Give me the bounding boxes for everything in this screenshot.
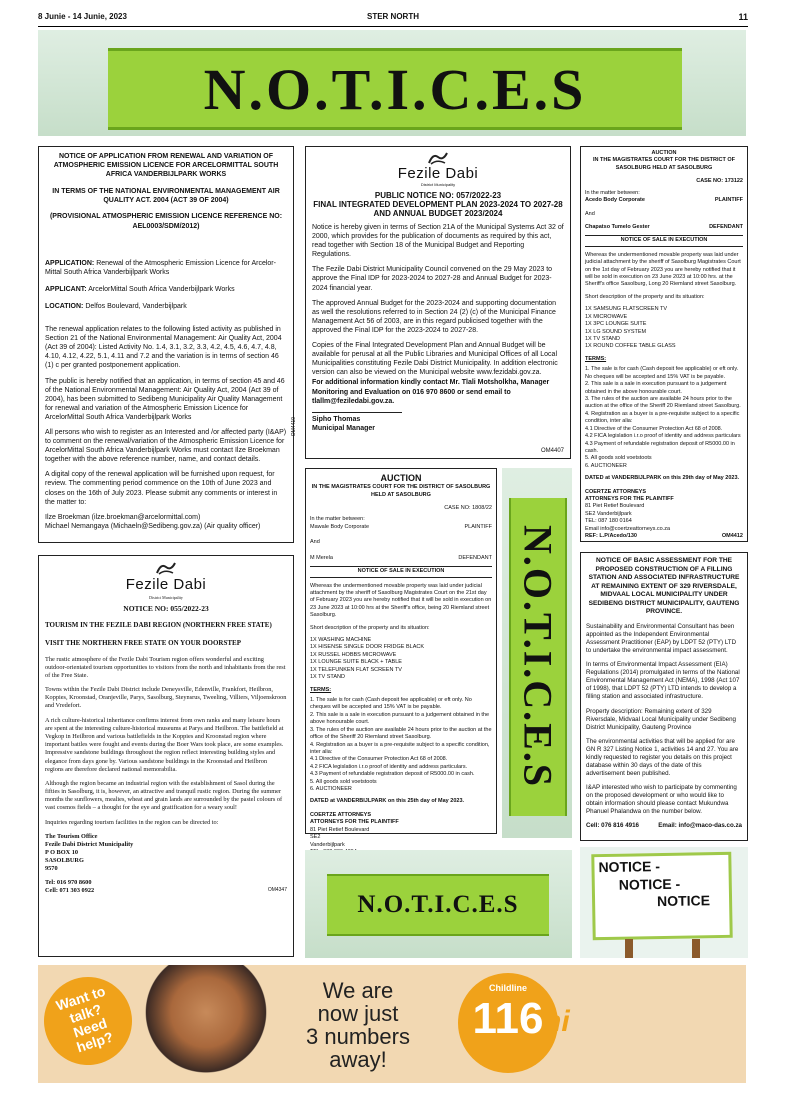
terms-list	[585, 366, 743, 470]
list-item: 4.1 Directive of the Consumer Protection Act 68 of 2008.	[310, 756, 448, 763]
logo-name: Fezile Dabi	[397, 165, 479, 182]
brand-name: Childline	[489, 983, 527, 993]
court-heading: IN THE MAGISTRATES COURT FOR THE DISTRICT OF SASOLBURG HELD AT SASOLBURG	[311, 484, 491, 498]
ad-code: OM4419	[291, 417, 297, 437]
banner-cloth	[509, 498, 567, 816]
list-item: 6. AUCTIONEER	[310, 786, 352, 793]
sign-line: NOTICE -	[618, 875, 681, 893]
dated-line: DATED at VANDERBIJLPARK on this 25th day of May 2023.	[310, 798, 465, 805]
address-line: The Tourism Office	[45, 832, 98, 840]
case-number: CASE NO: 1808/22	[444, 504, 492, 511]
municipality-logo-icon	[427, 151, 449, 165]
banner-text: N.O.T.I.C.E.S	[357, 891, 519, 918]
headline-line: We are	[322, 978, 394, 1003]
telephone-line: Tel: 016 970 8600	[45, 878, 92, 886]
sign-line: NOTICE	[656, 892, 711, 910]
notice-number: NOTICE NO: 055/2022-23	[123, 603, 209, 613]
item-list	[310, 637, 492, 682]
paragraph: A rich culture-historical inheritance confirms interest from own ranks and many leisure hours are spent at the interesting culture-historical museums at Parys and Heilbron. The battlefield at Vegkop in Heilbron and various battlefields in the Koppies and Kroonstad region where important battles were fought and events during the Boer Wars took place, are some examples. Impressive sandstone buildings throughout the region reflect interesting building styles and elegance from days gone by. Various sandstone buildings in the Kroonstad and Heilbron regions are therefore declared national memorabilia.	[45, 716, 284, 773]
list-item: 1. The sale is for cash (Cash deposit fee applicable) or eft only. No cheques will be accepted and 15% VAT is be payable.	[585, 366, 739, 380]
list-item: 4.3 Payment of refundable registration deposit of R5000.00 in cash.	[310, 771, 475, 778]
banner-cloth	[327, 874, 549, 936]
vertical-banner	[502, 468, 572, 838]
list-item: 4.2 FICA legislation i.r.o proof of identity and address particulars	[585, 433, 741, 440]
paragraph: The renewal application relates to the following listed activity as published in Section 21 of the National Environmental Management: Air Quality Act, 2004 (Act 39 of 2004): Listed Activity No. 1.4, 3.1, 3.2, 3.3, 4.2, 4.5, 4.6, 4.7, 4.8, 4.10, 4.12, 4.22, 5.1, 4.11 and 7.2 and the variation is in terms of section 46 (1) c per granted postponement application.	[45, 326, 282, 370]
paragraph: Although the region became an industrial region with the establishment of Sasol during the fifties in Sasolburg, it is, however, an attractive and tranquil rustic region. During the summer months the sunflowers, mealies, wheat and grain lands are surrounded by the pastel colours of vast cosmos fields – a thought for the eye and gratification for a weary soul!	[45, 779, 283, 812]
sign-post	[625, 939, 633, 958]
attorney-name: COERTZE ATTORNEYS	[585, 488, 647, 495]
list-item: 5. All goods sold voetstoots	[585, 455, 652, 462]
list-item: 1X HISENSE SINGLE DOOR FRIDGE BLACK	[310, 644, 425, 651]
top-banner	[38, 30, 746, 136]
hi-text: hi	[543, 1005, 570, 1038]
municipality-logo-icon	[155, 561, 177, 575]
list-item: 1X 3PC LOUNGE SUITE	[585, 321, 647, 328]
and-label: And	[585, 210, 595, 217]
matter-between: In the matter between:	[585, 189, 640, 196]
list-item: 1X TV STAND	[310, 674, 345, 681]
headline-line: now just	[317, 1001, 399, 1027]
sign-post	[692, 939, 700, 958]
address-line: 81 Piet Retief Boulevard	[310, 826, 370, 833]
item-list	[585, 306, 743, 351]
paragraph: Whereas the undermentioned movable property was laid under judicial attachment by the sheriff of Sasolburg Magistrates Court on the 21st day of February 2023 you are hereby notified that it will be sold in execution on 23 June 2023 at 10:00 hrs at the Sheriff's office, being 20 Riemland street Sasolburg.	[310, 582, 492, 619]
headline-line: 3 numbers away!	[306, 1024, 410, 1073]
list-item: 1X LOUNGE SUITE BLACK + TABLE	[310, 659, 402, 666]
list-item: 3. The rules of the auction are available 24 hours prior to the auction at the office of the Sheriff 20 Riemland street Sasolburg.	[310, 726, 492, 741]
list-item: 4. Registration as a buyer is a pre-requisite subject to a specific condition, inter alia:	[310, 741, 490, 755]
paragraph: Inquiries regarding tourism facilities in the region can be directed to:	[45, 818, 219, 826]
paragraph: The environmental activities that will be applied for are GN R 327 Listing Notice 1, activities 14 and 27. You are kindly requested to register you details on this project database within 30 days of the date of this advertisement been published.	[586, 737, 739, 777]
paragraph: Sustainability and Environmental Consultant has been appointed as the Independent Environmental Assessment Practitioner (EAP) by LDPT 52 (PTY) LTD to undertake the environmental impact assessment.	[586, 622, 737, 655]
case-number: CASE NO: 173122	[696, 178, 743, 185]
address-line: Vanderbijlpark	[310, 841, 345, 848]
list-item: 1. The sale is for cash (Cash deposit fee applicable) or eft only. No cheques will be accepted and 15% VAT is be payable.	[310, 697, 472, 711]
location-line: LOCATION: Delfos Boulevard, Vanderbijlpark	[45, 302, 187, 310]
banner-cloth	[108, 48, 682, 130]
and-label: And	[310, 539, 320, 546]
list-item: 1X TELEFUNKEN FLAT SCREEN TV	[310, 666, 402, 673]
paragraph: A digital copy of the renewal application will be furnished upon request, for review. The commenting period commence on the 10th of June 2023 and closes on the 16th of July 2023. Please submit any comments or interest in the matter to:	[45, 471, 278, 506]
contact-line: Michael Nemangaya (Michaeln@Sedibeng.gov.za) (Air quality officer)	[45, 522, 261, 530]
basic-assessment-notice	[580, 552, 748, 841]
paragraph: Property description: Remaining extent of 329 Riversdale, Midvaal Local Municipality under Sedibeng District Municipality, Gauteng Province	[586, 707, 736, 731]
list-item: 1X TV STAND	[585, 336, 620, 343]
logo-subtitle: District Municipality	[149, 594, 183, 600]
headline	[278, 979, 438, 1071]
fezile-dabi-logo	[312, 151, 564, 187]
notice-title: NOTICE OF APPLICATION FROM RENEWAL AND VARIATION OF ATMOSPHERIC EMISSION LICENCE FOR ARCELORMITTAL SOUTH AFRICA VANDERBIJLPARK WORKS	[53, 153, 279, 179]
logo-name: Fezile Dabi	[125, 576, 207, 593]
list-item: 3. The rules of the auction are available 24 hours prior to the auction at the office of the Sheriff 20 Riemland street Sasolburg.	[585, 395, 741, 410]
logo-subtitle: District Municipality	[420, 182, 456, 187]
reference-row: REF: L.P/Acedo/130 OM4412	[585, 533, 743, 540]
paper-name: STER NORTH	[367, 12, 419, 21]
paragraph: Copies of the Final Integrated Development Plan and Annual Budget will be available for perusal at all the Public Libraries and Municipal Offices of all Local Municipalities constituting Fezile Dabi District Municipality. In addition electronic version can also be viewed on the Municipal website www.fezidabi.gov.za.	[312, 342, 558, 377]
header-rule	[38, 26, 748, 27]
list-item: 1X SAMSUNG FLATSCREEN TV	[585, 306, 668, 313]
phone-line: TEL: 087 180 0164	[585, 518, 632, 525]
terms-heading: TERMS:	[585, 355, 607, 362]
list-item: 4. Registration as a buyer is a pre-requisite subject to a specific condition, inter alia:	[585, 410, 740, 425]
notice-heading: TOURISM IN THE FEZILE DABI REGION (NORTHERN FREE STATE)	[45, 621, 272, 630]
list-item: 4.2 FICA legislation i.r.o proof of identity and address particulars.	[310, 763, 468, 770]
signatory-name: Sipho Thomas	[312, 412, 402, 424]
list-item: 1X LG SOUND SYSTEM	[585, 328, 647, 335]
defendant-row: M Merela DEFENDANT	[310, 554, 492, 561]
address-line: SE2	[310, 834, 321, 841]
speech-bubble	[33, 966, 144, 1077]
arcelormittal-notice	[38, 146, 297, 543]
banner-text: N.O.T.I.C.E.S	[203, 56, 587, 122]
public-notice-number: PUBLIC NOTICE NO: 057/2022-23	[374, 191, 502, 200]
notice-reference: (PROVISIONAL ATMOSPHERIC EMISSION LICENCE REFERENCE NO: AEL0003/SDM/2012)	[49, 213, 283, 230]
ad-code: OM4407	[540, 448, 564, 454]
notice-subheading: VISIT THE NORTHERN FREE STATE ON YOUR DOORSTEP	[45, 638, 241, 647]
email-line: Email info@coertzeattorneys.co.za	[585, 525, 671, 532]
sign-line: NOTICE -	[598, 858, 661, 876]
defendant-row: Chapatso Tumelo Gester DEFENDANT	[585, 223, 743, 230]
signatory-title: Municipal Manager	[312, 424, 376, 432]
auction-notice-acedo	[580, 146, 748, 542]
list-item: 5. All goods sold voetstoots	[310, 778, 377, 785]
notice-title: NOTICE OF BASIC ASSESSMENT FOR THE PROPOSED CONSTRUCTION OF A FILLING STATION AND ASSOCIATED INFRASTRUCTURE AT REMAINING EXTENT OF 329 RIVERSDALE, MIDVAAL LOCAL MUNICIPALITY UNDER SEDIBENG DISTRICT MUNICIPALITY, GAUTENG PROVINCE.	[588, 557, 740, 616]
contact-paragraph: For additional information kindly contact Mr. Tlali Motsholkha, Manager Monitoring and Evaluation on 016 970 8600 or send email to tlallm@feziledabi.gov.za.	[312, 379, 550, 405]
contact-line: Ilze Broekman (ilze.broekman@arcelormittal.com)	[45, 513, 201, 521]
address-line: P O BOX 10	[45, 849, 79, 857]
attorney-name: COERTZE ATTORNEYS	[310, 811, 372, 818]
fezile-dabi-idp-notice	[305, 146, 571, 459]
sale-heading: NOTICE OF SALE IN EXECUTION	[585, 235, 743, 246]
paragraph: The public is hereby notified that an application, in terms of section 45 and 46 of the National Environmental Management: Air Quality Act, 2004 (Act 39 of 2004), has been submitted to Sedibeng Municipality Air Quality Management for renewal and variation of the Atmospheric Emission Licence for ArcelorMittal South Africa Vanderbijlpark Works	[45, 377, 285, 421]
page-header	[38, 12, 748, 24]
matter-between: In the matter between:	[310, 516, 365, 523]
notice-sign-image	[580, 847, 748, 958]
applicant-line: APPLICANT: ArcelorMittal South Africa Vanderbijlpark Works	[45, 285, 235, 293]
sale-heading: NOTICE OF SALE IN EXECUTION	[310, 566, 492, 577]
helpline-number: 116	[472, 994, 544, 1043]
bottom-banner	[305, 850, 572, 958]
paragraph: Short description of the property and its situation:	[310, 624, 430, 631]
address-line: 9570	[45, 865, 58, 873]
cell-row: Cell: 071 303 0922 OM4347	[45, 886, 287, 894]
paragraph: I&AP interested who wish to participate by commenting on the proposed development or who would like to obtain information should please contact Mukundwa Phanuel Phalandwa on the number below.	[586, 784, 737, 816]
paragraph: The rustic atmosphere of the Fezile Dabi Tourism region offers wonderful and exciting outdoor-orientated tourism opportunities to visitors from the north and inhabitants from the rest of the Free State.	[45, 655, 286, 679]
plaintiff-row: Acedo Body Corporate PLAINTIFF	[585, 197, 743, 204]
plaintiff-row: Mawale Body Corporate PLAINTIFF	[310, 523, 492, 530]
bubble-text: Want to talk? Need help?	[54, 982, 116, 1056]
banner-text: N.O.T.I.C.E.S	[515, 525, 561, 789]
list-item: 2. This sale is a sale in execution pursuant to a judgement obtained in the above honourable court.	[585, 381, 727, 395]
notice-subtitle: IN TERMS OF THE NATIONAL ENVIRONMENTAL MANAGEMENT AIR QUALITY ACT. 2004 (ACT 39 OF 2004)	[52, 188, 280, 205]
child-photo	[136, 965, 276, 1083]
paragraph: Whereas the undermentioned movable property was laid under judicial attachment by the sheriff of Sasolburg Magistrates Court on the 1st day of February 2023 you are hereby notified that it will be sold in execution on 23 June 2023 at 10:00 hrs. at the Sheriff's office Sasolburg, Long 20 Riemland street Sasolburg.	[585, 251, 741, 288]
paragraph: Short description of the property and its situation:	[585, 293, 705, 300]
address-line: 81 Piet Retief Boulevard	[585, 503, 645, 510]
notice-title: FINAL INTEGRATED DEVELOPMENT PLAN 2023-2024 TO 2027-28 AND ANNUAL BUDGET 2023/2024	[313, 200, 563, 218]
terms-heading: TERMS:	[310, 686, 332, 693]
address-line: SASOLBURG	[45, 857, 84, 865]
sign-board	[591, 852, 732, 940]
childline-advert	[38, 965, 746, 1083]
list-item: 1X ROUND COFFEE TABLE GLASS	[585, 343, 676, 350]
list-item: 6. AUCTIONEER	[585, 462, 627, 469]
contact-row: Cell: 076 816 4916 Email: info@maco-das.co.za	[586, 822, 742, 830]
attorney-role: ATTORNEYS FOR THE PLAINTIFF	[310, 819, 399, 826]
paragraph: Notice is hereby given in terms of Section 21A of the Municipal Systems Act 32 of 2000, which provides for the publication of documents as required by this act, read together with Section 18 of the Municipal Budget and Reporting Regulations.	[312, 224, 564, 259]
paragraph: Towns within the Fezile Dabi District include Deneysville, Edenville, Frankfort, Heilbron, Koppies, Kroonstad, Oranjeville, Parys, Sasolburg, Steynsrus, Tweeling, Villiers, Viljoenskroon and Vredefort.	[45, 686, 287, 710]
list-item: 2. This sale is a sale in execution pursuant to a judgement obtained in the above honourable court.	[310, 711, 490, 726]
list-item: 4.1 Directive of the Consumer Protection Act 68 of 2008.	[585, 425, 723, 432]
list-item: 1X MICROWAVE	[585, 313, 628, 320]
list-item: 4.3 Payment of refundable registration deposit of R5000.00 in cash.	[585, 440, 735, 454]
application-line: APPLICATION: Renewal of the Atmospheric Emission Licence for Arcelor-Mittal South Africa Vanderbijlpark Works	[45, 259, 276, 276]
paragraph: All persons who wish to register as an Interested and /or affected party (I&AP) to comment on the renewal/variation of the Atmospheric Emission Licence for ArcelorMittal South Africa Vanderbijlpark Works must contact Ilze Broekman together with the above reference number, name, and contact details.	[45, 428, 287, 464]
paragraph: In terms of Environmental Impact Assessment (EIA) Regulations (2014) promulgated in terms of the National Environmental Management Act (NEMA), 1998 (Act 107 of 1998), that LDPT 52 (PTY) LTD intends to develop a filling station and associated infrastructure.	[586, 661, 740, 701]
page-number: 11	[738, 12, 748, 22]
court-heading: IN THE MAGISTRATES COURT FOR THE DISTRICT OF SASOLBURG HELD AT SASOLBURG	[593, 157, 735, 171]
fezile-dabi-logo	[45, 561, 287, 600]
address-line: Fezile Dabi District Municipality	[45, 840, 134, 848]
auction-heading: AUCTION	[651, 150, 677, 156]
paragraph: The Fezile Dabi District Municipality Council convened on the 29 May 2023 to approve the Final IDP for 2023-2024 to 2027-28 and Annual Budget for 2023-2024 financial year.	[312, 266, 553, 292]
paragraph: The approved Annual Budget for the 2023-2024 and supporting documentation as well the resolutions referred to in Section 24 (2) (c) of the Municipal Finance Management Act 56 of 2003, are in this regard publicised together with the approved the Final IDP for the 2023-2024 to 2027-28.	[312, 299, 557, 334]
list-item: 1X WASHING MACHINE	[310, 637, 372, 644]
address-line: SE2 Vanderbijlpark	[585, 510, 632, 517]
attorney-role: ATTORNEYS FOR THE PLAINTIFF	[585, 496, 674, 503]
auction-notice-mawale	[305, 468, 497, 848]
auction-heading: AUCTION	[380, 473, 422, 483]
issue-date: 8 Junie - 14 Junie, 2023	[38, 12, 127, 21]
fezile-dabi-tourism-notice	[38, 555, 294, 957]
terms-list	[310, 697, 492, 793]
list-item: 1X RUSSEL HOBBS MICROWAVE	[310, 651, 397, 658]
dated-line: DATED at VANDERBIJLPARK on this 29th day of May 2023.	[585, 475, 740, 482]
